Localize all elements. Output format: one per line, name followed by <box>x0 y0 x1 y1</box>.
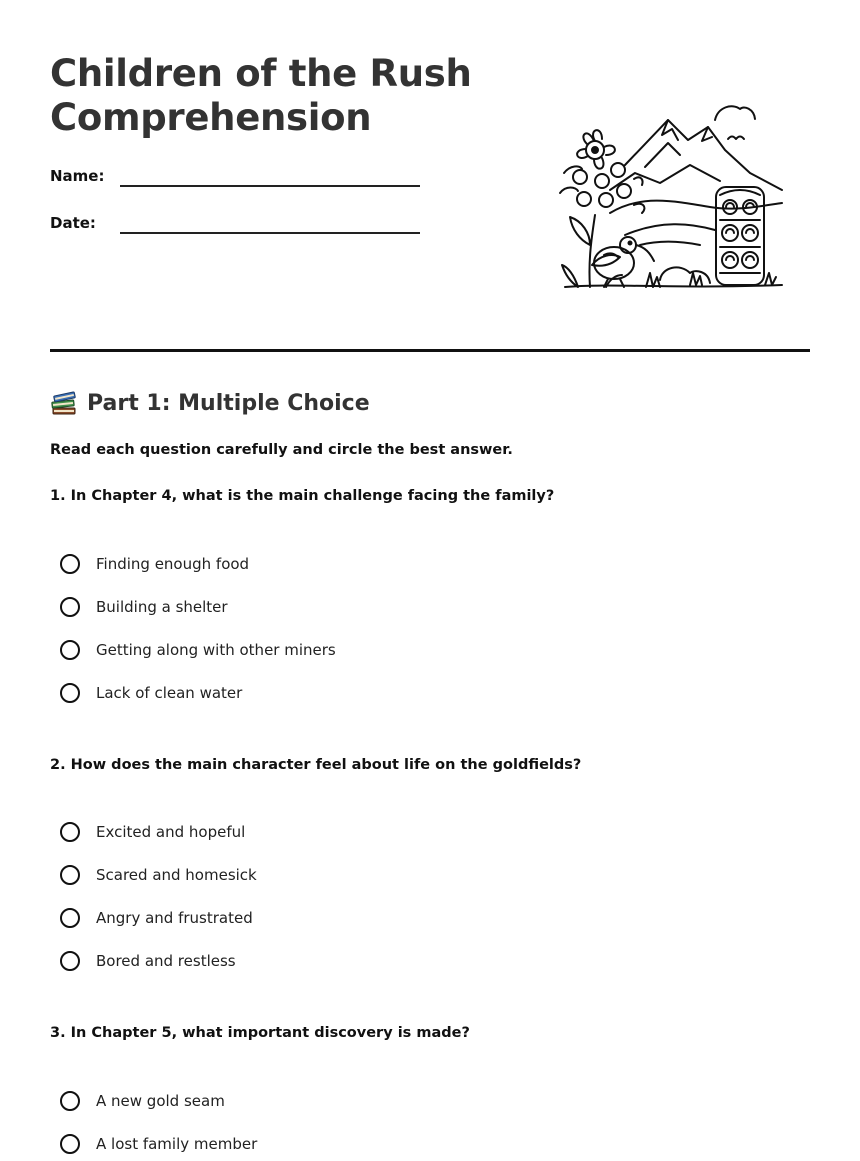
part1-title: Part 1: Multiple Choice <box>87 391 370 416</box>
q3-option-2[interactable] <box>60 1131 257 1157</box>
page-title <box>50 52 472 140</box>
section-divider <box>50 349 810 352</box>
q2-option-3[interactable] <box>60 905 253 931</box>
nz-landscape-illustration <box>550 95 790 295</box>
answer-circle[interactable] <box>60 597 80 617</box>
answer-circle[interactable] <box>60 1091 80 1111</box>
date-label: Date: <box>50 214 96 232</box>
name-line[interactable] <box>120 185 420 187</box>
option-text: A new gold seam <box>96 1092 225 1110</box>
question-1: 1. In Chapter 4, what is the main challenge facing the family? <box>50 488 555 504</box>
answer-circle[interactable] <box>60 822 80 842</box>
date-field-row <box>50 213 430 243</box>
books-icon <box>50 390 78 418</box>
option-text: Excited and hopeful <box>96 823 246 841</box>
option-text: Getting along with other miners <box>96 641 336 659</box>
q2-option-2[interactable] <box>60 862 257 888</box>
option-text: A lost family member <box>96 1135 258 1153</box>
option-text: Angry and frustrated <box>96 909 253 927</box>
option-text: Finding enough food <box>96 555 250 573</box>
name-label: Name: <box>50 167 105 185</box>
instructions-text: Read each question carefully and circle the best answer. <box>50 442 513 458</box>
part1-heading <box>50 388 370 420</box>
q3-option-1[interactable] <box>60 1088 225 1114</box>
answer-circle[interactable] <box>60 908 80 928</box>
question-2: 2. How does the main character feel about life on the goldfields? <box>50 757 582 773</box>
q1-option-2[interactable] <box>60 594 228 620</box>
answer-circle[interactable] <box>60 640 80 660</box>
option-text: Building a shelter <box>96 598 228 616</box>
option-text: Bored and restless <box>96 952 236 970</box>
q2-option-4[interactable] <box>60 948 236 974</box>
option-text: Scared and homesick <box>96 866 257 884</box>
q1-option-3[interactable] <box>60 637 336 663</box>
title-line-2: Comprehension <box>50 96 372 139</box>
option-text: Lack of clean water <box>96 684 243 702</box>
name-field-row <box>50 166 430 196</box>
date-line[interactable] <box>120 232 420 234</box>
question-3: 3. In Chapter 5, what important discovery is made? <box>50 1025 470 1041</box>
q1-option-4[interactable] <box>60 680 242 706</box>
answer-circle[interactable] <box>60 554 80 574</box>
answer-circle[interactable] <box>60 951 80 971</box>
title-line-1: Children of the Rush <box>50 52 472 95</box>
q1-option-1[interactable] <box>60 551 249 577</box>
answer-circle[interactable] <box>60 683 80 703</box>
q2-option-1[interactable] <box>60 819 245 845</box>
answer-circle[interactable] <box>60 1134 80 1154</box>
answer-circle[interactable] <box>60 865 80 885</box>
